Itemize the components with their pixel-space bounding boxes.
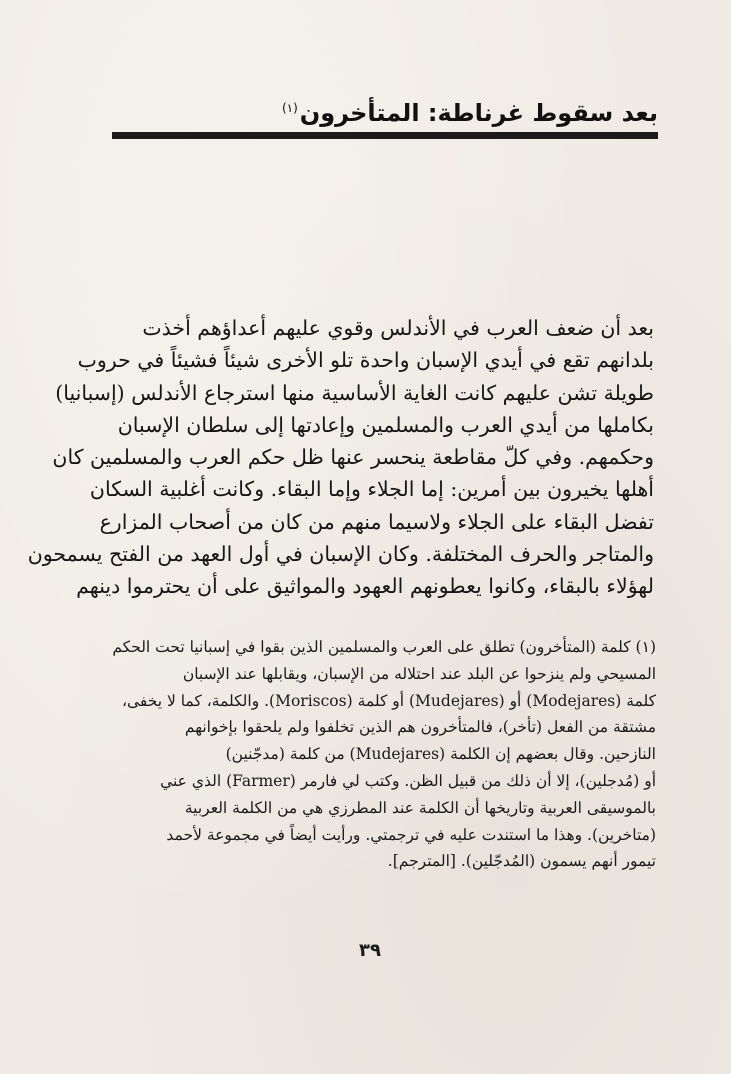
body-line: بكاملها من أيدي العرب والمسلمين وإعادتها إلى سلطان الإسبان (117, 412, 654, 437)
footnote-line: (١) كلمة (المتأخرون) تطلق على العرب والمسلمين الذين بقوا في إسبانيا تحت الحكم (112, 638, 656, 656)
footnote-line: بالموسيقى العربية وتاريخها أن الكلمة عند المطرزي هي من الكلمة العربية (184, 798, 656, 817)
footnote-line: أو (مُدجلين)، إلا أن ذلك من قبيل الظن. وكتب لي فارمر (Farmer) الذي عني (160, 771, 656, 790)
body-line: وحكمهم. وفي كلّ مقاطعة ينحسر عنها ظل حكم العرب والمسلمين كان (52, 445, 654, 470)
body-line: تفضل البقاء على الجلاء ولاسيما منهم من كان من أصحاب المزارع (99, 509, 654, 534)
footnote-line: تيمور أنهم يسمون (المُدجّلين). [المترجم]. (387, 852, 656, 871)
chapter-header (112, 90, 658, 130)
footnote-line: النازحين. وقال بعضهم إن الكلمة (Mudejares) من كلمة (مدجّنين) (225, 745, 656, 764)
chapter-title-text: بعد سقوط غرناطة: المتأخرون (299, 99, 658, 127)
body-paragraph (27, 312, 654, 603)
body-line: بلدانهم تقع في أيدي الإسبان واحدة تلو الأخرى شيئاً فشيئاً في حروب (77, 348, 654, 373)
footnote-line: كلمة (Modejares) أو (Mudejares) أو كلمة (Moriscos). والكلمة، كما لا يخفى، (121, 691, 656, 710)
body-line: طويلة تشن عليهم كانت الغاية الأساسية منها استرجاع الأندلس (إسبانيا) (55, 380, 654, 405)
footnote (112, 634, 656, 875)
title-footnote-marker: (١) (281, 101, 298, 115)
body-line: بعد أن ضعف العرب في الأندلس وقوي عليهم أعداؤهم أخذت (142, 316, 654, 340)
page-number: ٣٩ (359, 940, 381, 961)
footnote-line: مشتقة من الفعل (تأخر)، فالمتأخرون هم الذين تخلفوا ولم يلحقوا بإخوانهم (184, 718, 656, 737)
body-line: أهلها يخيرون بين أمرين: إما الجلاء وإما البقاء. وكانت أغلبية السكان (89, 477, 654, 502)
title-rule (112, 132, 658, 139)
body-line: لهؤلاء بالبقاء، وكانوا يعطونهم العهود والمواثيق على أن يحترموا دينهم (76, 574, 654, 599)
body-line: والمتاجر والحرف المختلفة. وكان الإسبان في أول العهد من الفتح يسمحون (27, 542, 654, 567)
footnote-line: (متاخرين). وهذا ما استندت عليه في ترجمتي. ورأيت أيضاً في مجموعة لأحمد (166, 825, 656, 844)
chapter-title (282, 90, 658, 131)
footnote-line: المسيحي ولم ينزحوا عن البلد عند احتلاله من الإسبان، ويقابلها عند الإسبان (182, 664, 656, 683)
